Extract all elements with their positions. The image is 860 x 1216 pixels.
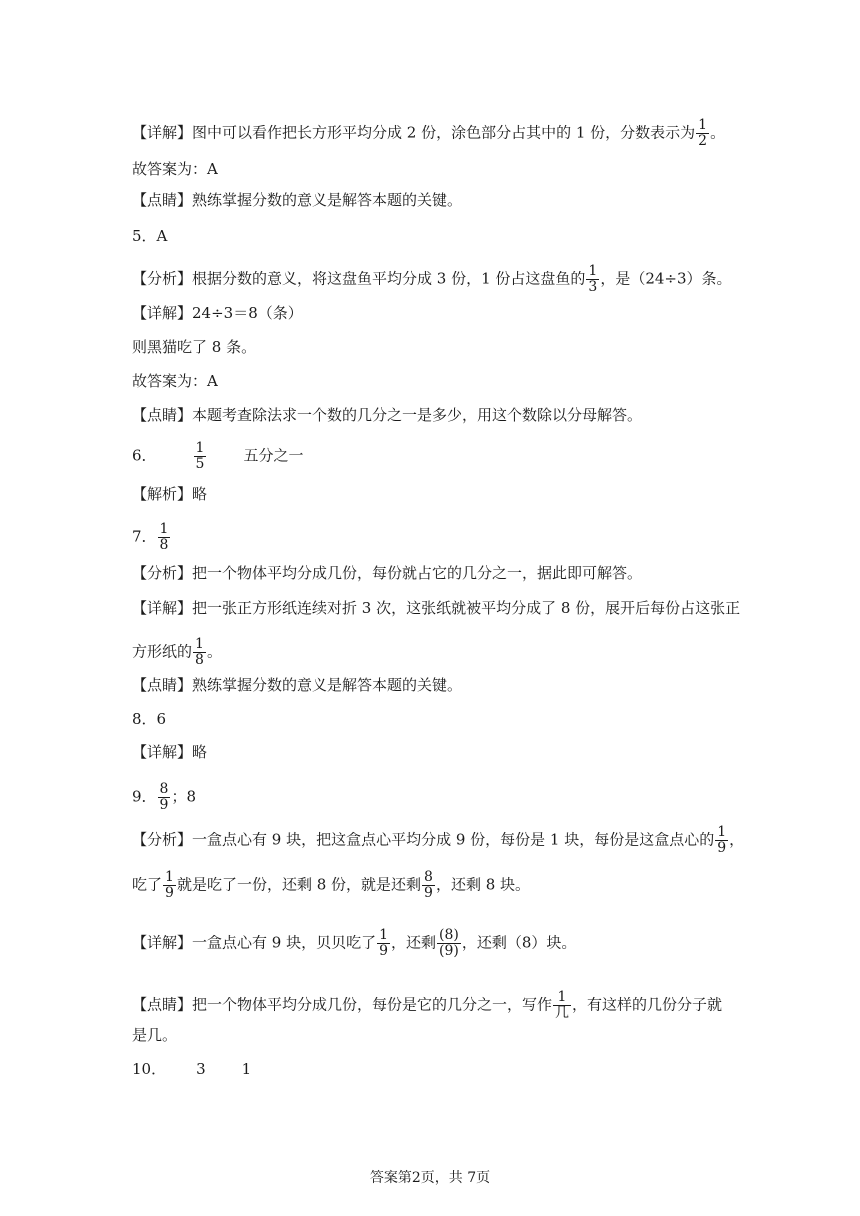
fraction-eighth-2: $\frac{1}{8}$: [195, 636, 204, 668]
question-7-answer: 7． $\frac{1}{8}$: [132, 521, 169, 553]
fraction-half: $\frac{1}{2}$: [698, 117, 708, 149]
key-point-9-cont: 是几。: [132, 1026, 178, 1044]
key-point-5: 【点睛】本题考查除法求一个数的几分之一是多少，用这个数除以分母解答。: [132, 406, 643, 424]
fraction-eight-ninths-2: $\frac{8}{9}$: [424, 869, 433, 901]
key-point-9: 【点睛】把一个物体平均分成几份，每份是它的几分之一，写作 $\frac{1}{\text{几}}$ ，有这样的几份分子就: [132, 989, 723, 1021]
fraction-fifth: $\frac{1}{5}$: [195, 440, 205, 472]
text: 。: [710, 123, 726, 142]
fraction-third: $\frac{1}{3}$: [588, 263, 598, 295]
explain-5-result: 则黑猫吃了 8 条。: [132, 338, 257, 356]
fraction-paren: $\frac{(8)}{(9)}$: [439, 927, 459, 959]
fraction-ninth-2: $\frac{1}{9}$: [165, 869, 174, 901]
question-8-answer: 8．6: [132, 710, 167, 728]
fraction-ninth: $\frac{1}{9}$: [717, 824, 727, 856]
key-point-4: 【点睛】熟练掌握分数的意义是解答本题的关键。: [132, 191, 463, 209]
fraction-eight-ninths: $\frac{8}{9}$: [159, 781, 169, 813]
answer-line-5: 故答案为：A: [132, 372, 218, 390]
analysis-7: 【分析】把一个物体平均分成几份，每份就占它的几分之一，据此即可解答。: [132, 564, 643, 582]
fraction-eighth: $\frac{1}{8}$: [159, 521, 169, 553]
explain-5: 【详解】24÷3＝8（条）: [132, 304, 303, 322]
analysis-9-cont: 吃了 $\frac{1}{9}$ 就是吃了一份，还剩 8 份，就是还剩 $\frac{8}{9}$ ，还剩 8 块。: [132, 869, 531, 901]
fraction-ninth-3: $\frac{1}{9}$: [379, 927, 389, 959]
explain-9: 【详解】一盒点心有 9 块，贝贝吃了 $\frac{1}{9}$ ，还剩 $\frac{(8)}{(9)}$ ，还剩（8）块。: [132, 927, 577, 959]
explain-8: 【详解】略: [132, 743, 208, 761]
key-point-7: 【点睛】熟练掌握分数的意义是解答本题的关键。: [132, 676, 463, 694]
explain-7-cont: 方形纸的 $\frac{1}{8}$ 。: [132, 636, 222, 668]
fraction-one-over-ji: $\frac{1}{\text{几}}$: [555, 989, 570, 1021]
explain-line-4: [132, 118, 725, 149]
page-footer: 答案第2页，共 7页: [369, 1170, 491, 1186]
answer-line-4: 故答案为：A: [132, 160, 218, 178]
question-10-answer: 10． 3 1: [132, 1060, 252, 1078]
explain-7: 【详解】把一张正方形纸连续对折 3 次，这张纸就被平均分成了 8 份，展开后每份占这张正: [132, 599, 741, 617]
question-9-answer: 9． $\frac{8}{9}$ ；8: [132, 781, 197, 813]
analysis-9: 【分析】一盒点心有 9 块，把这盒点心平均分成 9 份，每份是 1 块，每份是这盒点心的 $\frac{1}{9}$ ，: [132, 824, 745, 856]
analysis-6: 【解析】略: [132, 485, 208, 503]
question-6-answer: 6． $\frac{1}{5}$ 五分之一: [132, 440, 304, 472]
analysis-5: 【分析】根据分数的意义，将这盘鱼平均分成 3 份，1 份占这盘鱼的 $\frac{1}{3}$ ，是（24÷3）条。: [132, 263, 732, 295]
question-5-answer: 5．A: [132, 227, 168, 245]
text: 【详解】图中可以看作把长方形平均分成 2 份，涂色部分占其中的 1 份，分数表示为: [132, 123, 696, 142]
